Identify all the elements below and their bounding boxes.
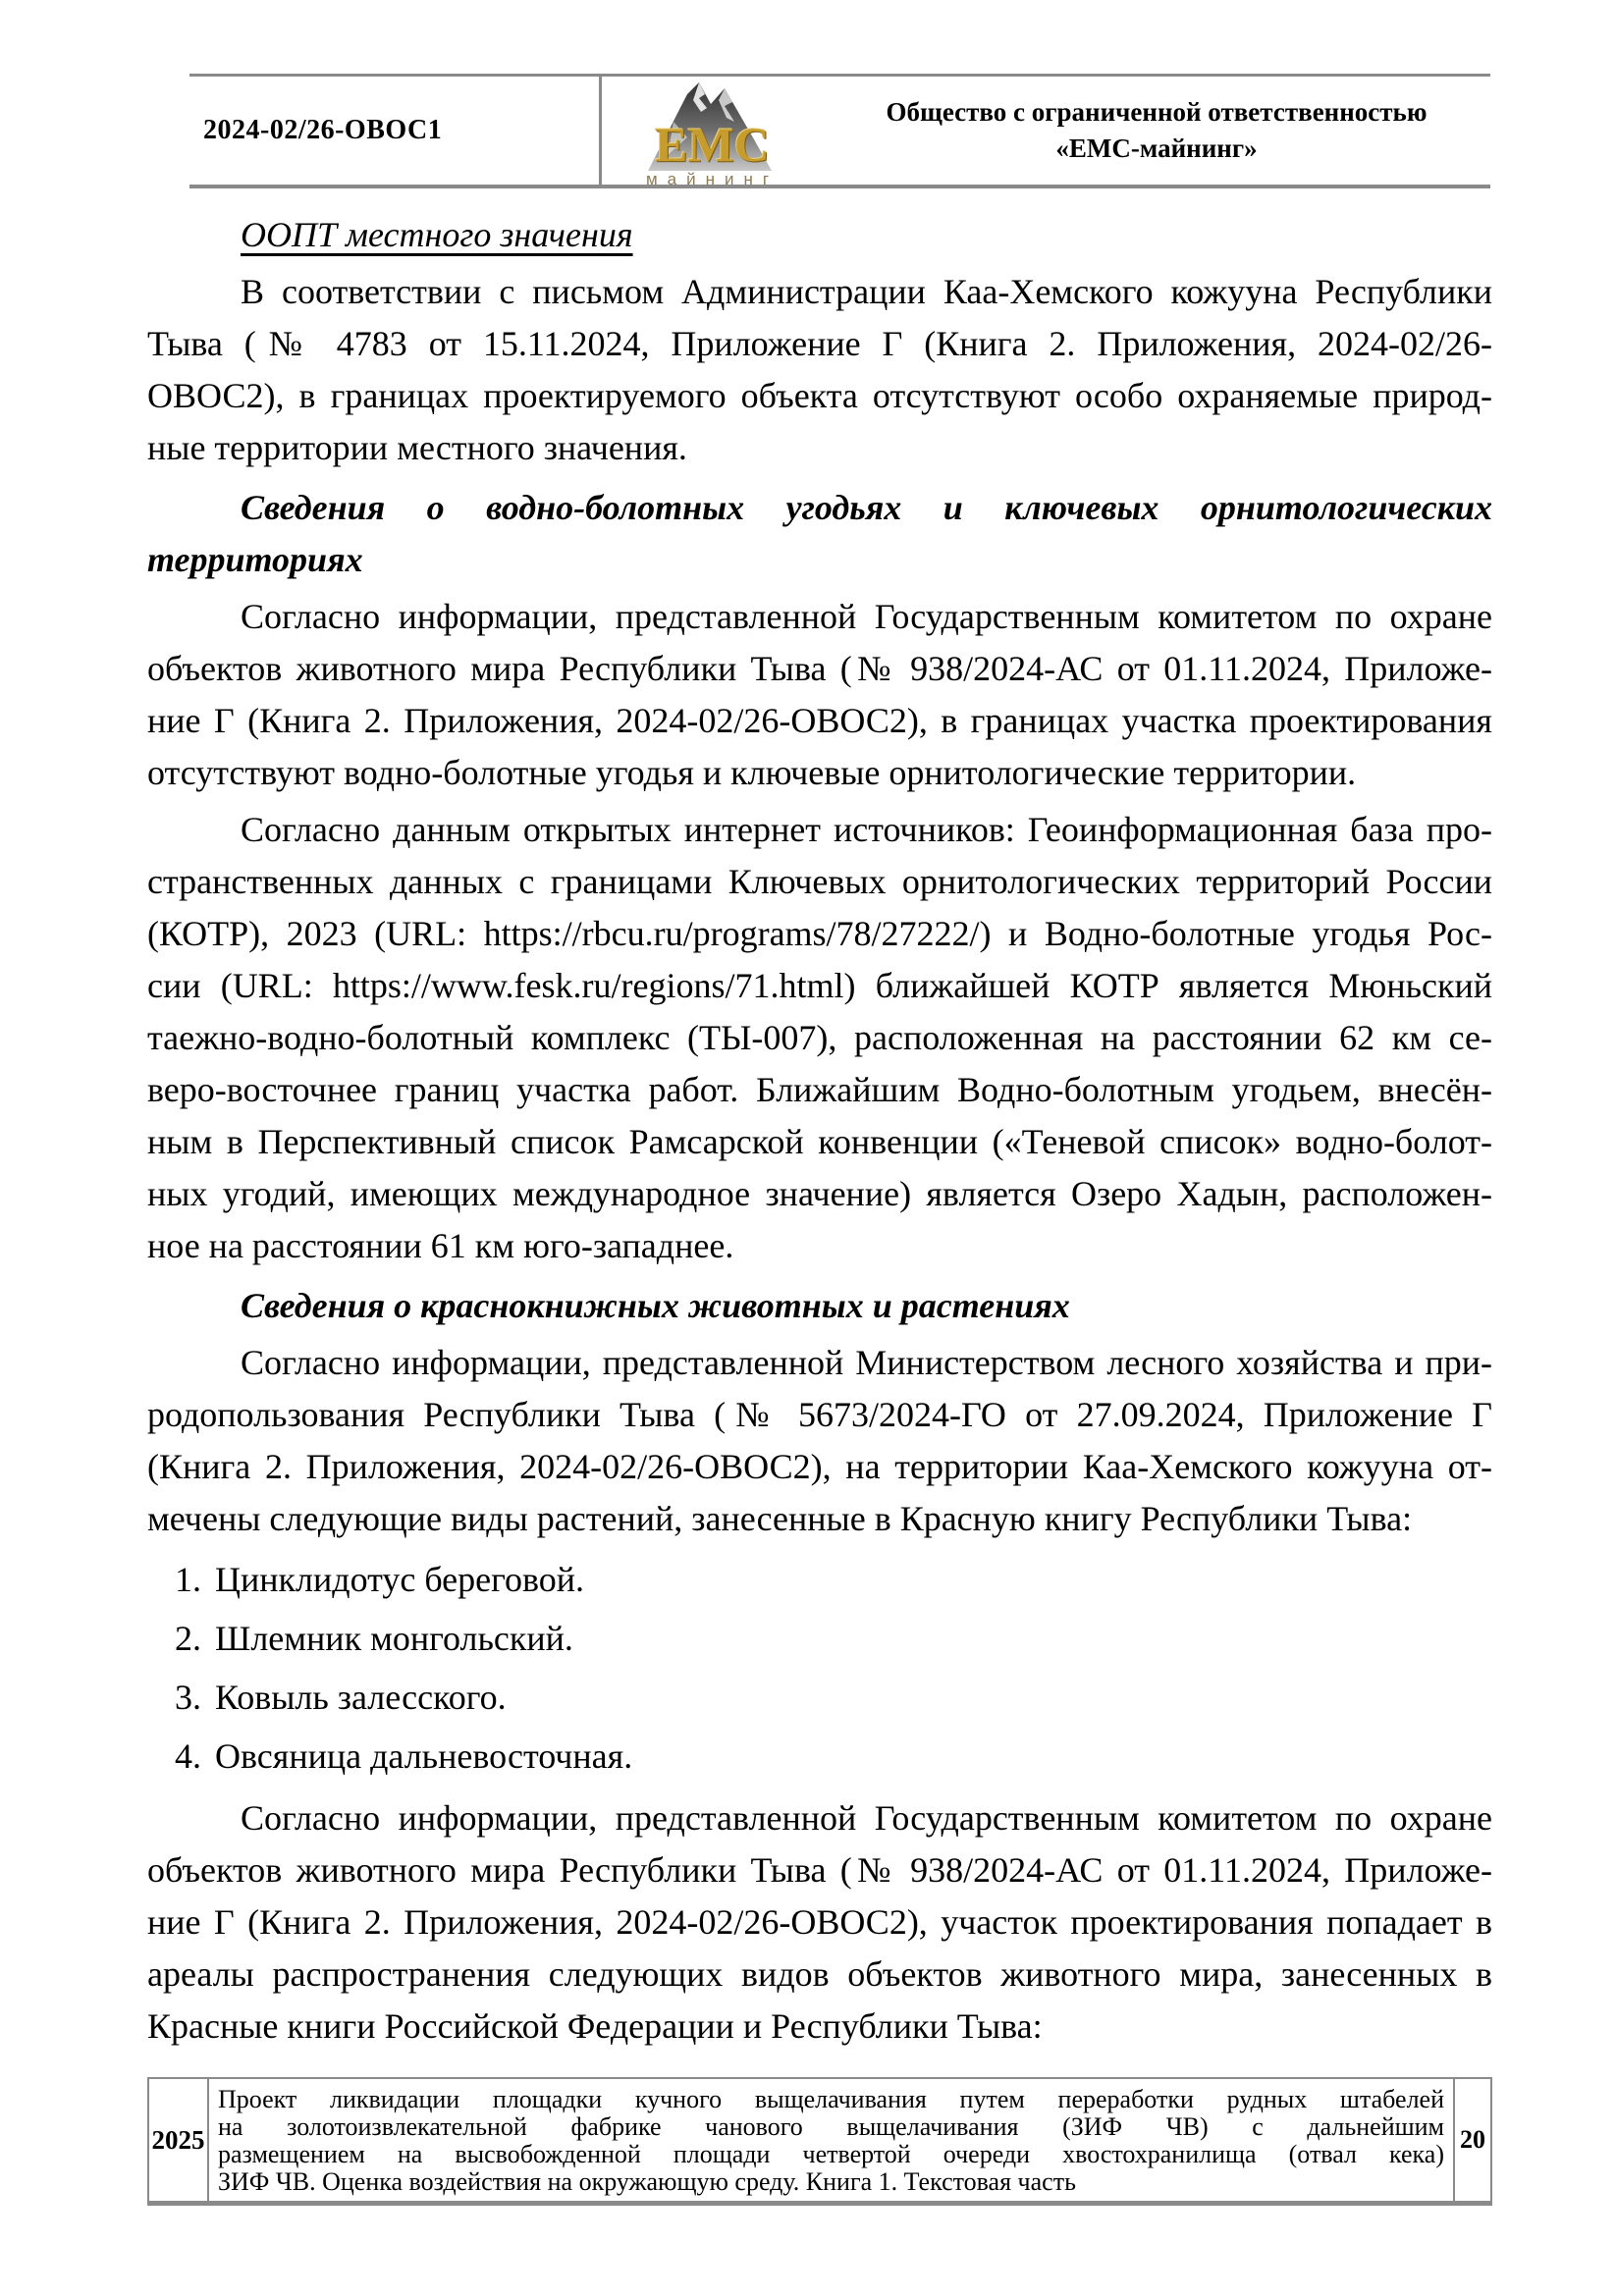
text-line: Согласно информации, представленной Министерством лесного хозяйства и при- xyxy=(241,1343,1492,1382)
heading-italic-underline xyxy=(147,209,1492,261)
page-footer xyxy=(147,2077,1492,2206)
footer-page-number: 20 xyxy=(1460,2125,1485,2154)
list-item-text: Овсяница дальневосточная. xyxy=(215,1736,633,1776)
text-line: ние Г (Книга 2. Приложения, 2024-02/26-ОВОС2), участок проектирования попадает в xyxy=(147,1902,1492,1942)
footer-project-description xyxy=(209,2079,1455,2201)
footer-text-line: размещением на высвобожденной площади четвертой очереди хвостохранилища (отвал кека) xyxy=(218,2140,1444,2168)
text-line: веро-восточнее границ участка работ. Ближайшим Водно-болотным угодьем, внесён- xyxy=(147,1070,1492,1109)
text-line: Согласно информации, представленной Государственным комитетом по охране xyxy=(241,1798,1492,1838)
text-line: В соответствии с письмом Администрации Каа-Хемского кожууна Республики xyxy=(241,272,1492,311)
text-line: Красные книги Российской Федерации и Республики Тыва: xyxy=(147,2006,1043,2046)
company-name-line2: «ЕМС-майнинг» xyxy=(1055,133,1258,163)
list-item xyxy=(175,1668,1492,1727)
company-name-line1: Общество с ограниченной ответственностью xyxy=(886,97,1427,127)
text-line: ные территории местного значения. xyxy=(147,428,687,467)
text-line: (Книга 2. Приложения, 2024-02/26-ОВОС2), на территории Каа-Хемского кожууна от- xyxy=(147,1447,1492,1486)
text-line: Сведения о краснокнижных животных и растениях xyxy=(241,1286,1070,1325)
list-item xyxy=(175,1550,1492,1609)
text-line: ных угодий, имеющих международное значение) является Озеро Хадын, расположен- xyxy=(147,1174,1492,1213)
logo-acronym: ЕМС xyxy=(655,117,770,172)
footer-text-line: на золотоизвлекательной фабрике чанового выщелачивания (ЗИФ ЧВ) с дальнейшим xyxy=(218,2112,1444,2141)
page-header xyxy=(189,74,1490,188)
text-line: отсутствуют водно-болотные угодья и ключевые орнитологические территории. xyxy=(147,753,1357,792)
text-line: сии (URL: https://www.fesk.ru/regions/71.html) ближайшей КОТР является Мюньский xyxy=(147,966,1492,1005)
list-item-text: Ковыль залесского. xyxy=(215,1678,507,1717)
paragraph xyxy=(147,804,1492,1272)
header-doc-number-cell xyxy=(189,77,602,185)
list-item-number: 2. xyxy=(175,1619,201,1658)
text-line: Тыва (№ 4783 от 15.11.2024, Приложение Г (Книга 2. Приложения, 2024-02/26- xyxy=(147,324,1492,363)
list-item-text: Цинклидотус береговой. xyxy=(215,1560,585,1599)
text-line: ООПТ местного значения xyxy=(241,215,633,254)
text-line: родопользования Республики Тыва (№ 5673/2024-ГО от 27.09.2024, Приложение Г xyxy=(147,1395,1492,1434)
footer-year: 2025 xyxy=(149,2079,209,2201)
list-item-text: Шлемник монгольский. xyxy=(215,1619,573,1658)
text-line: странственных данных с границами Ключевых орнитологических территорий России xyxy=(147,862,1492,901)
paragraph xyxy=(147,591,1492,799)
heading-bold-italic xyxy=(147,1280,1492,1332)
doc-number: 2024-02/26-ОВОС1 xyxy=(203,115,443,145)
paragraph xyxy=(147,1792,1492,2053)
text-line: Согласно информации, представленной Государственным комитетом по охране xyxy=(241,597,1492,636)
header-logo-cell xyxy=(602,77,823,188)
list-item xyxy=(175,1727,1492,1786)
text-line: ным в Перспективный список Рамсарской конвенции («Теневой список» водно-болот- xyxy=(147,1122,1492,1161)
company-logo xyxy=(610,79,816,188)
list-item xyxy=(175,1609,1492,1668)
list-item-number: 3. xyxy=(175,1678,201,1717)
text-line: ное на расстоянии 61 км юго-западнее. xyxy=(147,1226,734,1265)
list-item-number: 1. xyxy=(175,1560,201,1599)
paragraph xyxy=(147,1337,1492,1545)
list-item-number: 4. xyxy=(175,1736,201,1776)
text-line: Сведения о водно-болотных угодьях и ключевых орнитологических xyxy=(241,488,1492,527)
text-line: объектов животного мира Республики Тыва (№ 938/2024-АС от 01.11.2024, Приложе- xyxy=(147,649,1492,688)
text-line: мечены следующие виды растений, занесенные в Красную книгу Республики Тыва: xyxy=(147,1499,1413,1538)
paragraph xyxy=(147,266,1492,474)
logo-subtitle: майнинг xyxy=(645,170,780,188)
numbered-list xyxy=(147,1550,1492,1786)
text-line: ОВОС2), в границах проектируемого объекта отсутствуют особо охраняемые природ- xyxy=(147,376,1492,415)
text-line: территориях xyxy=(147,540,363,579)
footer-text-line: ЗИФ ЧВ. Оценка воздействия на окружающую среду. Книга 1. Текстовая часть xyxy=(218,2167,1076,2196)
document-body xyxy=(147,207,1492,2057)
heading-bold-italic xyxy=(147,482,1492,586)
footer-text-line: Проект ликвидации площадки кучного выщелачивания путем переработки рудных штабелей xyxy=(218,2085,1444,2113)
text-line: ареалы распространения следующих видов объектов животного мира, занесенных в xyxy=(147,1954,1492,1994)
header-company-cell xyxy=(823,77,1490,185)
text-line: ние Г (Книга 2. Приложения, 2024-02/26-ОВОС2), в границах участка проектирования xyxy=(147,701,1492,740)
text-line: объектов животного мира Республики Тыва (№ 938/2024-АС от 01.11.2024, Приложе- xyxy=(147,1850,1492,1890)
text-line: таежно-водно-болотный комплекс (ТЫ-007), расположенная на расстоянии 62 км се- xyxy=(147,1018,1492,1057)
text-line: (КОТР), 2023 (URL: https://rbcu.ru/programs/78/27222/) и Водно-болотные угодья Рос- xyxy=(147,914,1492,953)
text-line: Согласно данным открытых интернет источников: Геоинформационная база про- xyxy=(241,810,1492,849)
